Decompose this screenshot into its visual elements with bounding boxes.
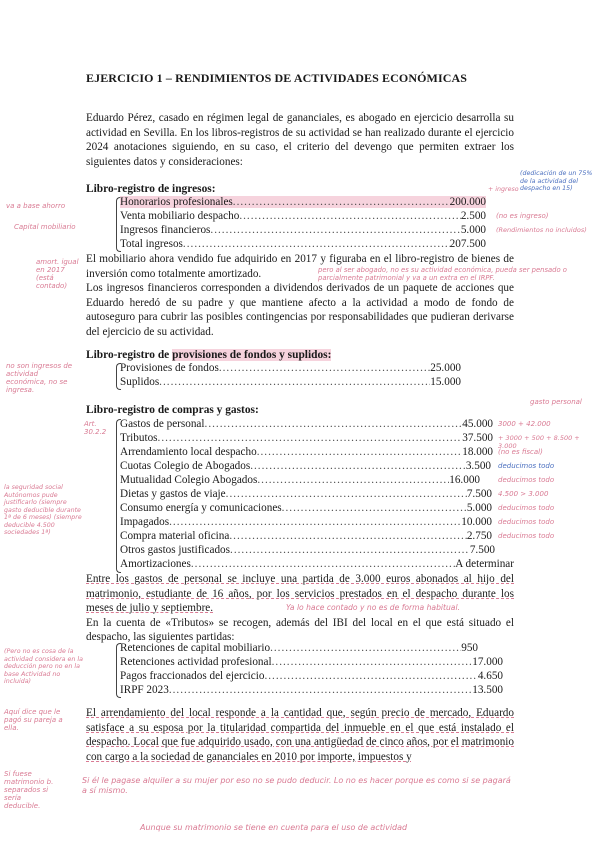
annotation-matrimonio: Aunque su matrimonio se tiene en cuenta para el uso de actividad	[140, 823, 408, 832]
compras-header: Libro-registro de compras y gastos:	[86, 404, 259, 416]
compras-label: Dietas y gastos de viaje	[120, 488, 226, 500]
provisiones-value: 15.000	[430, 376, 461, 388]
tributos-label: Retenciones actividad profesional	[120, 656, 272, 668]
compras-label: Gastos de personal	[120, 418, 205, 430]
ingresos-row	[120, 210, 486, 222]
compras-value: 18.000	[462, 446, 493, 458]
annotation-art: Art. 30.2.2	[84, 420, 107, 436]
annotation-capital-mobiliario: Capital mobiliario	[14, 223, 76, 231]
annotation-no-ingresos: no son ingresos de actividad económica, no se ingresa.	[6, 362, 73, 394]
provisiones-header	[86, 349, 331, 361]
ingresos-label: Total ingresos	[120, 238, 183, 250]
compras-row	[120, 446, 493, 458]
annotation-dedicacion: (dedicación de un 75% de la actividad del despacho en 15)	[520, 170, 593, 192]
ingresos-header: Libro-registro de ingresos:	[86, 183, 216, 195]
compras-value: 7.500	[466, 488, 492, 500]
compras-value: 10.000	[461, 516, 492, 528]
provisiones-row	[120, 362, 461, 374]
compras-value: 5.000	[466, 502, 492, 514]
compras-label: Mutualidad Colegio Abogados	[120, 474, 258, 486]
compras-row	[120, 558, 514, 570]
provisiones-value: 25.000	[430, 362, 461, 374]
compras-label: Compra material oficina	[120, 530, 230, 542]
annotation-deducimos-4: deducimos todo	[498, 518, 555, 526]
compras-row	[120, 488, 492, 500]
tributos-value: 950	[461, 642, 478, 654]
tributos-row	[120, 670, 503, 682]
ingresos-row	[120, 224, 486, 236]
ingresos-label: Honorarios profesionales	[120, 196, 233, 208]
annotation-amort: amort. igual en 2017 (está contado)	[36, 258, 79, 290]
annotation-alquiler: Si él le pagase alquiler a su mujer por eso no se pudo deducir. Lo no es hacer porque es como si se pagará a sí mismo.	[82, 776, 511, 795]
arrendamiento-note: El arrendamiento del local responde a la cantidad que, según precio de mercado, Eduardo satisface a su esposa por la titularidad compartida del inmueble en el que está instalado el despacho. Local que fue adquirido usado, con una antigüedad de cinco años, por el matrimonio con cargo a la sociedad de gananciales en 2010 por importe, impuestos y	[86, 707, 514, 763]
compras-label: Cuotas Colegio de Abogados	[120, 460, 251, 472]
compras-value: 3.500	[465, 460, 491, 472]
tributos-row	[120, 684, 503, 696]
annotation-actividad: (Pero no es cosa de la actividad considera en la deducción pero no en la base Actividad no incluida)	[4, 648, 84, 685]
compras-row	[120, 432, 493, 444]
final-paragraph	[86, 706, 514, 764]
annotation-base-ahorro: va a base ahorro	[6, 202, 66, 210]
tributos-label: Pagos fraccionados del ejercicio	[120, 670, 265, 682]
compras-row	[120, 418, 493, 430]
provisiones-label: Suplidos	[120, 376, 160, 388]
intro-text: Eduardo Pérez, casado en régimen legal de gananciales, es abogado en ejercicio desarrolla su actividad en Sevilla. En los libros-registros de su actividad se han realizado durante el ejercicio 2024 anotaciones siguiendo, en su caso, el criterio del devengo que permiten extraer los siguientes datos y consideraciones:	[86, 112, 514, 168]
tributos-row	[120, 656, 503, 668]
tributos-note: En la cuenta de «Tributos» se recogen, además del IBI del local en el que está situado el despacho, las siguientes partidas:	[86, 616, 514, 644]
exercise-title: EJERCICIO 1 – RENDIMIENTOS DE ACTIVIDADES ECONÓMICAS	[86, 71, 468, 85]
compras-row	[120, 474, 480, 486]
ingresos-value: 2.500	[460, 210, 486, 222]
tributos-label: IRPF 2023	[120, 684, 169, 696]
provisiones-row	[120, 376, 461, 388]
compras-label: Otros gastos justificados	[120, 544, 231, 556]
annotation-gasto-personal: gasto personal	[530, 398, 582, 406]
ingresos-value: 207.500	[449, 238, 486, 250]
annotation-calc-2: + 3000 + 500 + 8.500 + 3.000	[498, 434, 580, 450]
compras-label: Consumo energía y comunicaciones	[120, 502, 282, 514]
annotation-patrimonial: pero al ser abogado, no es su actividad económica, pueda ser pensado o parcialmente patrimonial y va a un extra en el IRPF.	[318, 266, 567, 282]
compras-label: Tributos	[120, 432, 158, 444]
compras-label: Impagados	[120, 516, 170, 528]
ingresos-label: Venta mobiliario despacho	[120, 210, 240, 222]
annotation-seguridad-social: la seguridad social Autónomos pude justificarlo (siempre gasto deducible durante 1ª de 6 meses) (siempre deducible 4.500 sociedades 1ª)	[4, 484, 82, 536]
compras-row	[120, 544, 495, 556]
compras-row	[120, 530, 492, 542]
ingresos-total-row	[120, 238, 486, 250]
tributos-value: 4.650	[477, 670, 503, 682]
provisiones-header-b: provisiones de fondos y suplidos:	[172, 349, 332, 361]
annotation-deducimos-1: deducimos todo	[498, 462, 555, 470]
ingresos-value: 200.000	[449, 196, 486, 208]
compras-value: 45.000	[462, 418, 493, 430]
tributos-row	[120, 642, 478, 654]
compras-value: 7.500	[469, 544, 495, 556]
annotation-habitual: Ya lo hace contado y no es de forma habitual.	[285, 603, 460, 612]
annotation-deducimos-2: deducimos todo	[498, 476, 555, 484]
annotation-compare: 4.500 > 3.000	[498, 490, 549, 498]
compras-value: A determinar	[455, 558, 514, 570]
annotation-no-fiscal: (no es fiscal)	[498, 448, 543, 456]
provisiones-header-a: Libro-registro de	[86, 349, 173, 361]
tributos-value: 17.000	[472, 656, 503, 668]
compras-label: Amortizaciones	[120, 558, 191, 570]
tributos-value: 13.500	[472, 684, 503, 696]
financieros-note: Los ingresos financieros corresponden a dividendos derivados de un paquete de acciones que Eduardo heredó de su padre y que mantiene afecto a la actividad a modo de fondo de autoseguro para cubrir las posibles contingencias por responsabilidades que pudieran derivarse del ejercicio de su actividad.	[86, 282, 514, 338]
annotation-no-es-ingreso: (no es ingreso)	[496, 212, 549, 220]
compras-value: 2.750	[466, 530, 492, 542]
personal-note: Entre los gastos de personal se incluye una partida de 3.000 euros abonados al hijo del matrimonio, estudiante de 16 años, por los servicios prestados en el despacho durante los meses de julio y septiembre.	[86, 573, 514, 615]
annotation-deducimos-3: deducimos todo	[498, 504, 555, 512]
annotation-deducimos-5: deducimos todo	[498, 532, 555, 540]
ingresos-value: 5.000	[460, 224, 486, 236]
annotation-pareja: Aquí dice que le pagó su pareja a ella.	[4, 708, 63, 732]
mobiliario-note: El mobiliario ahora vendido fue adquirido en 2017 y figuraba en el libro-registro de bienes de inversión como totalmente amortizado.	[86, 253, 514, 280]
intro-paragraph	[86, 111, 514, 169]
ingresos-row	[120, 196, 486, 208]
compras-row	[120, 502, 492, 514]
annotation-mas-ingreso: + ingreso	[488, 186, 519, 193]
provisiones-label: Provisiones de fondos	[120, 362, 219, 374]
annotation-separados: Si fuese matrimonio b. separados si sería deducible.	[4, 770, 54, 810]
compras-row	[120, 516, 492, 528]
annotation-calc-1: 3000 + 42.000	[498, 420, 551, 428]
tributos-label: Retenciones de capital mobiliario	[120, 642, 271, 654]
compras-label: Arrendamiento local despacho	[120, 446, 257, 458]
compras-row	[120, 460, 491, 472]
compras-value: 37.500	[462, 432, 493, 444]
compras-value: 16.000	[449, 474, 480, 486]
annotation-rendimientos: (Rendimientos no incluidos)	[496, 226, 587, 234]
ingresos-label: Ingresos financieros	[120, 224, 211, 236]
